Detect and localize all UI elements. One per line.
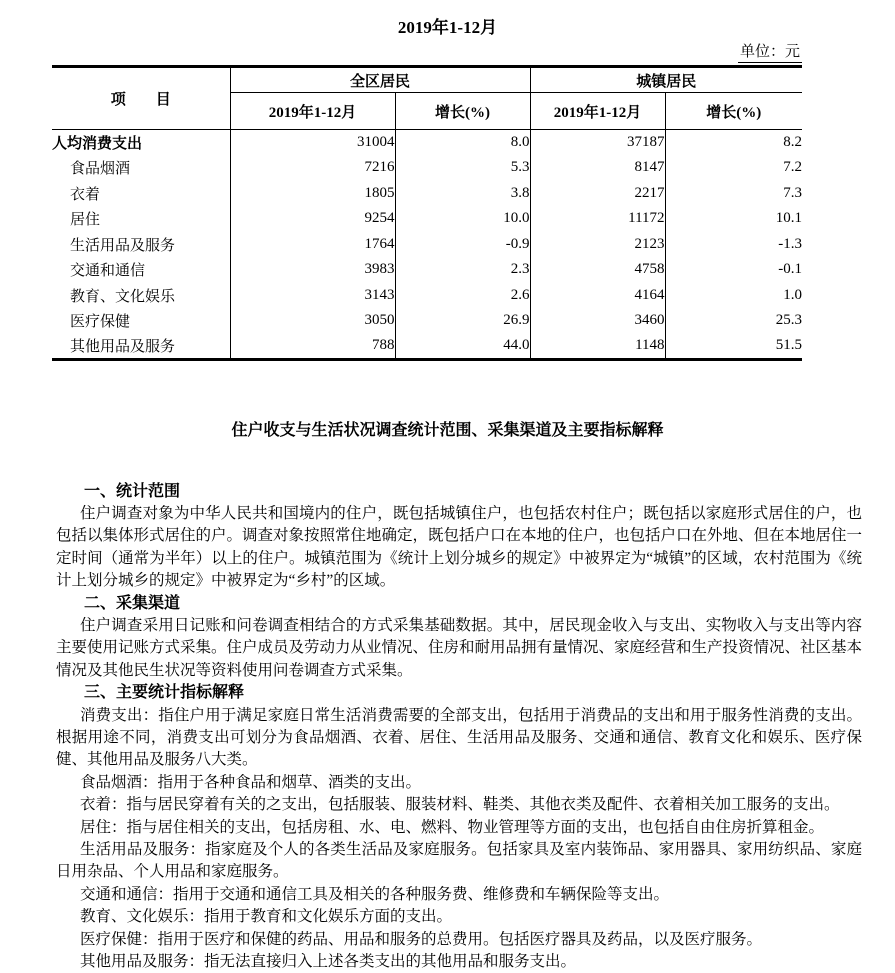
table-row [52,308,802,334]
cell-value: 51.5 [665,334,802,360]
cell-value: 9254 [230,206,395,232]
row-label: 医疗保健 [52,308,230,334]
table-row [52,155,802,181]
cell-value: 3.8 [395,181,530,207]
row-label: 衣着 [52,181,230,207]
cell-value: 25.3 [665,308,802,334]
cell-value: 4758 [530,257,665,283]
table-row [52,283,802,309]
table-row [52,130,802,156]
group-header-all-region: 全区居民 [230,67,530,93]
col-header-urban-growth: 增长(%) [665,93,802,130]
cell-value: 3460 [530,308,665,334]
table-row [52,232,802,258]
unit-label: 单位：元 [738,40,802,63]
notes-title: 住户收支与生活状况调查统计范围、采集渠道及主要指标解释 [0,417,895,440]
paragraph: 食品烟酒：指用于各种食品和烟草、酒类的支出。 [56,772,862,794]
table-header [52,67,802,130]
paragraph: 住户调查采用日记账和问卷调查相结合的方式采集基础数据。其中，居民现金收入与支出、实物收入与支出等内容主要使用记账方式采集。住户成员及劳动力从业情况、住房和耐用品拥有量情况、家庭经营和生产投资情况、社区基本情况及其他民生状况等资料使用问卷调查方式采集。 [56,615,862,682]
group-header-urban: 城镇居民 [530,67,802,93]
paragraph: 医疗保健：指用于医疗和保健的药品、用品和服务的总费用。包括医疗器具及药品，以及医疗服务。 [56,929,862,951]
paragraph: 居住：指与居住相关的支出，包括房租、水、电、燃料、物业管理等方面的支出，也包括自由住房折算租金。 [56,817,862,839]
item-column-header: 项 目 [52,67,230,130]
table-area [52,40,802,361]
page-title: 2019年1-12月 [0,0,895,38]
cell-value: 26.9 [395,308,530,334]
cell-value: 7216 [230,155,395,181]
cell-value: 2.6 [395,283,530,309]
table-body [52,130,802,360]
row-label: 教育、文化娱乐 [52,283,230,309]
col-header-urban-period: 2019年1-12月 [530,93,665,130]
cell-value: 7.3 [665,181,802,207]
cell-value: 2.3 [395,257,530,283]
paragraph: 住户调查对象为中华人民共和国境内的住户，既包括城镇住户，也包括农村住户；既包括以家庭形式居住的户，也包括以集体形式居住的户。调查对象按照常住地确定，既包括户口在本地的住户，也包括户口在外地、但在本地居住一定时间（通常为半年）以上的住户。城镇范围为《统计上划分城乡的规定》中被界定为“城镇”的区域，农村范围为《统计上划分城乡的规定》中被界定为“乡村”的区域。 [56,503,862,593]
row-label: 生活用品及服务 [52,232,230,258]
row-label: 交通和通信 [52,257,230,283]
table-row [52,334,802,360]
cell-value: 1148 [530,334,665,360]
section-heading: 二、采集渠道 [84,593,862,615]
table-row [52,206,802,232]
cell-value: 1805 [230,181,395,207]
cell-value: 31004 [230,130,395,156]
cell-value: 3050 [230,308,395,334]
cell-value: -1.3 [665,232,802,258]
paragraph: 衣着：指与居民穿着有关的之支出，包括服装、服装材料、鞋类、其他衣类及配件、衣着相关加工服务的支出。 [56,794,862,816]
paragraph: 消费支出：指住户用于满足家庭日常生活消费需要的全部支出，包括用于消费品的支出和用于服务性消费的支出。根据用途不同，消费支出可划分为食品烟酒、衣着、居住、生活用品及服务、交通和通信、教育文化和娱乐、医疗保健、其他用品及服务八大类。 [56,705,862,772]
col-header-region-growth: 增长(%) [395,93,530,130]
group-header-row [52,67,802,93]
table-row [52,181,802,207]
cell-value: 2217 [530,181,665,207]
row-label: 人均消费支出 [52,130,230,156]
section-heading: 三、主要统计指标解释 [84,682,862,704]
notes-body [56,481,862,973]
cell-value: 2123 [530,232,665,258]
cell-value: 37187 [530,130,665,156]
cell-value: -0.1 [665,257,802,283]
paragraph: 其他用品及服务：指无法直接归入上述各类支出的其他用品和服务支出。 [56,951,862,973]
cell-value: -0.9 [395,232,530,258]
cell-value: 1.0 [665,283,802,309]
cell-value: 3983 [230,257,395,283]
cell-value: 5.3 [395,155,530,181]
unit-row [52,40,802,62]
cell-value: 8.0 [395,130,530,156]
cell-value: 44.0 [395,334,530,360]
section-heading: 一、统计范围 [84,481,862,503]
paragraph: 生活用品及服务：指家庭及个人的各类生活品及家庭服务。包括家具及室内装饰品、家用器具、家用纺织品、家庭日用杂品、个人用品和家庭服务。 [56,839,862,884]
col-header-region-period: 2019年1-12月 [230,93,395,130]
cell-value: 8.2 [665,130,802,156]
cell-value: 8147 [530,155,665,181]
row-label: 居住 [52,206,230,232]
cell-value: 10.1 [665,206,802,232]
cell-value: 3143 [230,283,395,309]
cell-value: 4164 [530,283,665,309]
cell-value: 7.2 [665,155,802,181]
row-label: 其他用品及服务 [52,334,230,360]
cell-value: 10.0 [395,206,530,232]
consumption-expenditure-table [52,65,802,361]
paragraph: 教育、文化娱乐：指用于教育和文化娱乐方面的支出。 [56,906,862,928]
paragraph: 交通和通信：指用于交通和通信工具及相关的各种服务费、维修费和车辆保险等支出。 [56,884,862,906]
cell-value: 1764 [230,232,395,258]
row-label: 食品烟酒 [52,155,230,181]
cell-value: 788 [230,334,395,360]
table-row [52,257,802,283]
cell-value: 11172 [530,206,665,232]
